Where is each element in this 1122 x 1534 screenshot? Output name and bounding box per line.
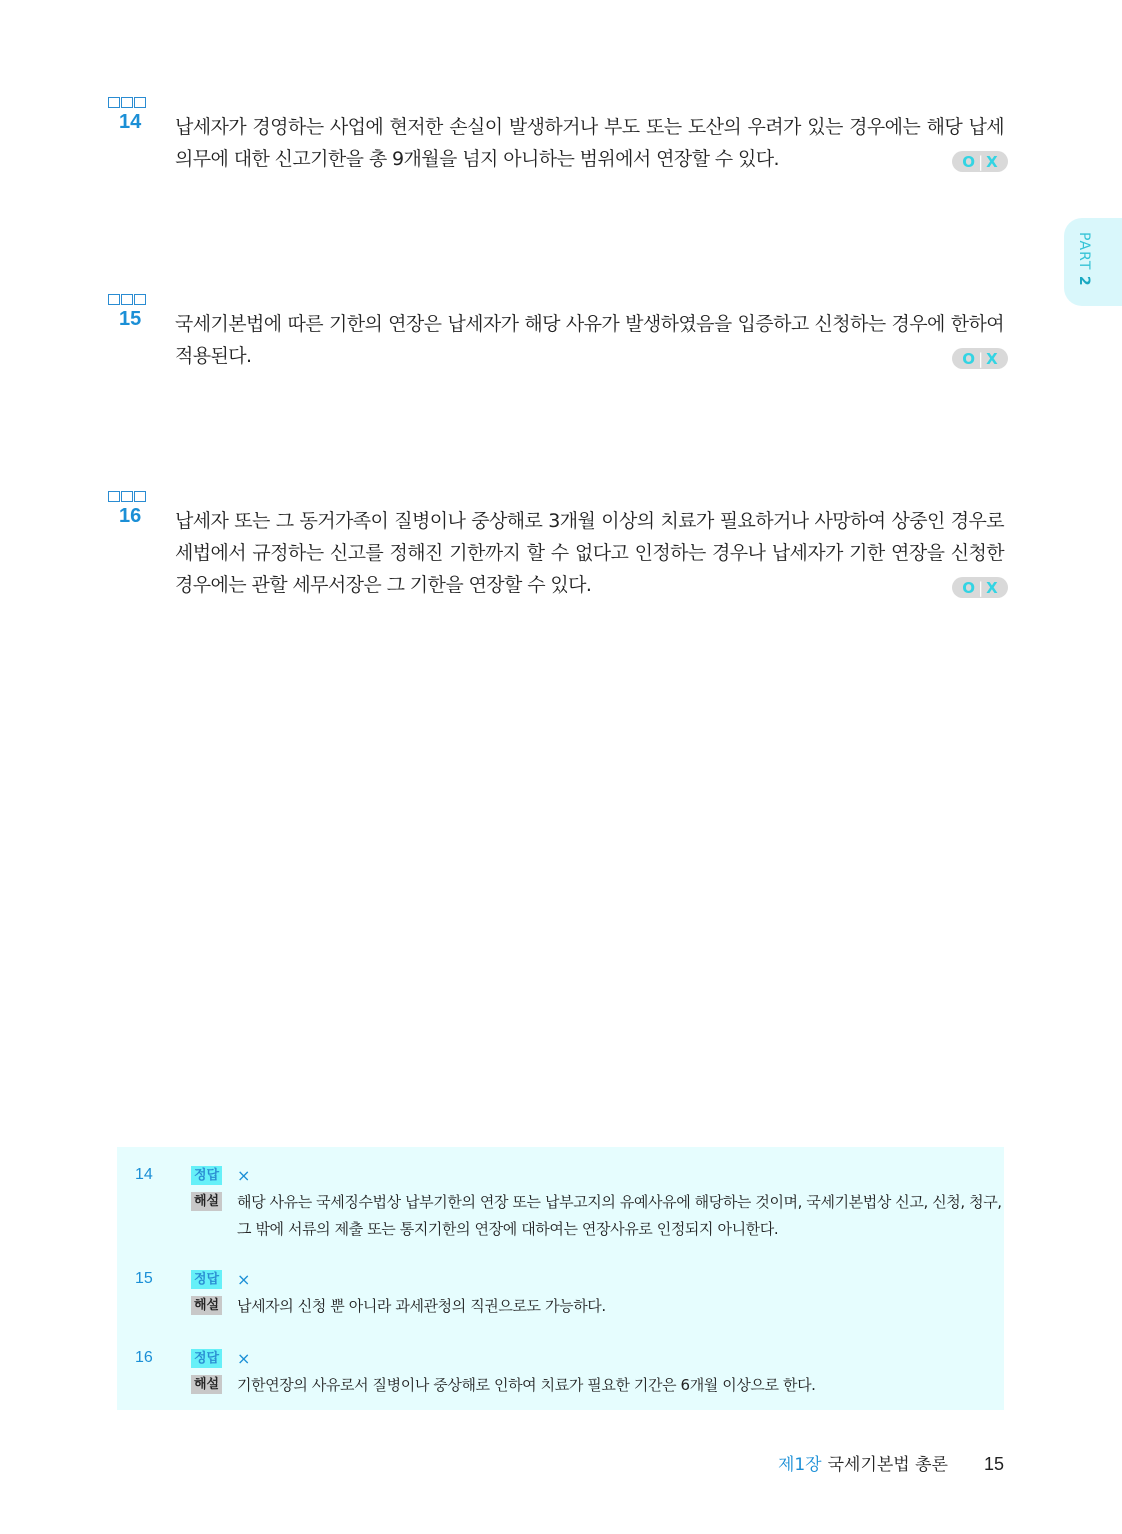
checkbox[interactable] — [121, 97, 133, 108]
ox-badge — [952, 577, 1008, 598]
explanation-label: 해설 — [191, 1375, 222, 1394]
x-mark: X — [986, 349, 998, 368]
question-number: 15 — [119, 308, 142, 330]
page-number: 15 — [983, 1454, 1004, 1474]
check-boxes[interactable] — [108, 294, 1008, 307]
answer-label: 정답 — [191, 1166, 222, 1185]
page-footer — [778, 1450, 1004, 1475]
x-mark: X — [986, 152, 998, 171]
checkbox[interactable] — [134, 294, 146, 305]
answer-mark: × — [237, 1166, 251, 1185]
question-14 — [108, 97, 1008, 171]
question-16 — [108, 491, 1008, 597]
chapter-title: 국세기본법 총론 — [827, 1455, 948, 1475]
ox-separator: | — [978, 152, 984, 171]
explanation-label: 해설 — [191, 1192, 222, 1211]
o-mark: O — [962, 152, 976, 171]
checkbox[interactable] — [121, 491, 133, 502]
checkbox[interactable] — [134, 491, 146, 502]
check-boxes[interactable] — [108, 97, 1008, 110]
o-mark: O — [962, 349, 976, 368]
checkbox[interactable] — [108, 294, 120, 305]
part-side-tab — [1064, 218, 1122, 306]
question-number: 14 — [119, 111, 142, 133]
answer-box — [117, 1147, 1004, 1410]
x-mark: X — [986, 578, 998, 597]
answer-mark: × — [237, 1270, 251, 1289]
checkbox[interactable] — [108, 491, 120, 502]
question-number: 16 — [119, 505, 142, 527]
answer-number: 14 — [135, 1166, 153, 1183]
question-text: 납세자가 경영하는 사업에 현저한 손실이 발생하거나 부도 또는 도산의 우려가 있는 경우에는 해당 납세의무에 대한 신고기한을 총 9개월을 넘지 아니하는 범위에서 연장할 수 있다. — [175, 116, 1004, 170]
ox-separator: | — [978, 349, 984, 368]
answer-number: 15 — [135, 1270, 153, 1287]
part-label: PART 2 — [1076, 232, 1092, 287]
question-15 — [108, 294, 1008, 368]
ox-badge — [952, 151, 1008, 172]
explanation-text: 해당 사유는 국세징수법상 납부기한의 연장 또는 납부고지의 유예사유에 해당하는 것이며, 국세기본법상 신고, 신청, 청구, 그 밖에 서류의 제출 또는 통지기한의 연장에 대하여는 연장사유로 인정되지 아니한다. — [237, 1193, 1002, 1238]
o-mark: O — [962, 578, 976, 597]
part-number: 2 — [1076, 275, 1092, 287]
question-text: 국세기본법에 따른 기한의 연장은 납세자가 해당 사유가 발생하였음을 입증하고 신청하는 경우에 한하여 적용된다. — [175, 313, 1004, 367]
ox-separator: | — [978, 578, 984, 597]
answer-label: 정답 — [191, 1349, 222, 1368]
explanation-text: 기한연장의 사유로서 질병이나 중상해로 인하여 치료가 필요한 기간은 6개월 이상으로 한다. — [237, 1376, 816, 1394]
answer-mark: × — [237, 1349, 251, 1368]
checkbox[interactable] — [121, 294, 133, 305]
explanation-text: 납세자의 신청 뿐 아니라 과세관청의 직권으로도 가능하다. — [237, 1297, 606, 1315]
check-boxes[interactable] — [108, 491, 1008, 504]
checkbox[interactable] — [108, 97, 120, 108]
answer-number: 16 — [135, 1349, 153, 1366]
checkbox[interactable] — [134, 97, 146, 108]
answer-label: 정답 — [191, 1270, 222, 1289]
chapter-number: 제1장 — [777, 1455, 822, 1475]
ox-badge — [952, 348, 1008, 369]
explanation-label: 해설 — [191, 1296, 222, 1315]
question-text: 납세자 또는 그 동거가족이 질병이나 중상해로 3개월 이상의 치료가 필요하거나 사망하여 상중인 경우로 세법에서 규정하는 신고를 정해진 기한까지 할 수 없다고 인정하는 경우나 납세자가 기한 연장을 신청한 경우에는 관할 세무서장은 그 기한을 연장할 수 있다. — [175, 510, 1004, 596]
